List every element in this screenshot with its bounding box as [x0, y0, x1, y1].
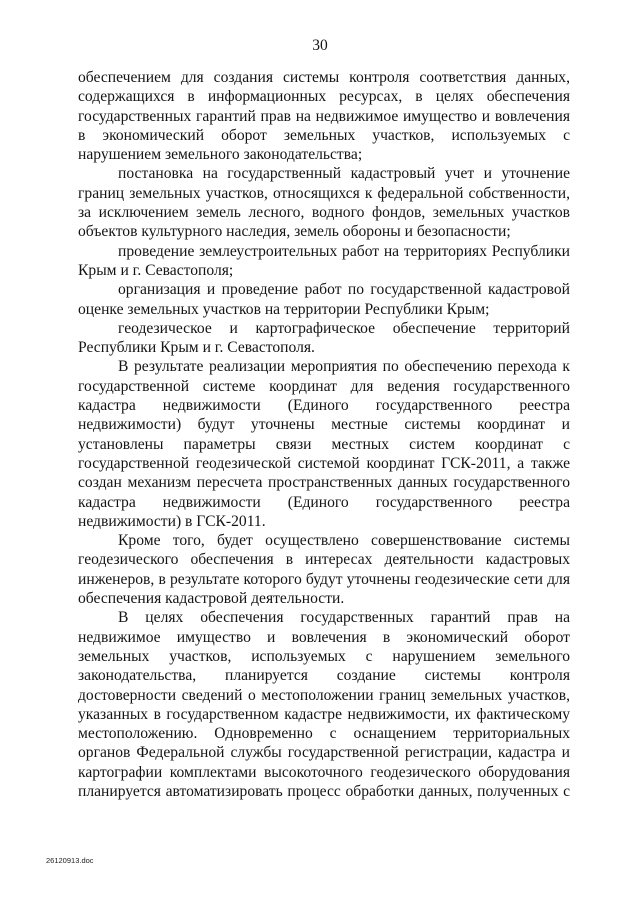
document-body: [78, 68, 570, 801]
paragraph-continuation: обеспечением для создания системы контроля соответствия данных, содержащихся в информационных ресурсах, в целях обеспечения государственных гарантий прав на недвижимое имущество и вовлечения в экономический оборот земельных участков, используемых с нарушением земельного законодательства;: [78, 69, 570, 164]
paragraph-cadastral-registration: постановка на государственный кадастровый учет и уточнение границ земельных участков, относящихся к федеральной собственности, за исключением земель лесного, водного фондов, земельных участков объектов культурного наследия, земель обороны и безопасности;: [78, 165, 570, 241]
paragraph-control-system: В целях обеспечения государственных гарантий прав на недвижимое имущество и вовлечения в экономический оборот земельных участков, используемых с нарушением земельного законодательства, планируется создание системы контроля достоверности сведений о местоположении границ земельных участков, указанных в государственном кадастре недвижимости, их фактическому местоположению. Одновременно с оснащением территориальных органов Федеральной службы государственной регистрации, кадастра и картографии комплектами высокоточного геодезического оборудования планируется автоматизировать процесс обработки данных, полученных с: [78, 609, 570, 800]
paragraph-geodetic-support: геодезическое и картографическое обеспечение территорий Республики Крым и г. Севастополя.: [78, 319, 570, 357]
paragraph-coordinate-system: В результате реализации мероприятия по обеспечению перехода к государственной системе координат для ведения государственного кадастра недвижимости (Единого государственного реестра недвижимости) будут уточнены местные системы координат и установлены параметры связи местных систем координат с государственной геодезической системой координат ГСК-2011, а также создан механизм пересчета пространственных данных государственного кадастра недвижимости (Единого государственного реестра недвижимости) в ГСК-2011.: [78, 358, 570, 530]
paragraph-land-surveying: проведение землеустроительных работ на территориях Республики Крым и г. Севастополя;: [78, 242, 570, 279]
footer-filename: 26120913.doc: [46, 856, 94, 865]
page-number: 30: [312, 37, 328, 54]
paragraph-geodetic-improvement: Кроме того, будет осуществлено совершенствование системы геодезического обеспечения в интересах деятельности кадастровых инженеров, в результате которого будут уточнены геодезические сети для обеспечения кадастровой деятельности.: [78, 532, 570, 608]
paragraph-cadastral-valuation: организация и проведение работ по государственной кадастровой оценке земельных участков на территории Республики Крым;: [78, 281, 570, 318]
